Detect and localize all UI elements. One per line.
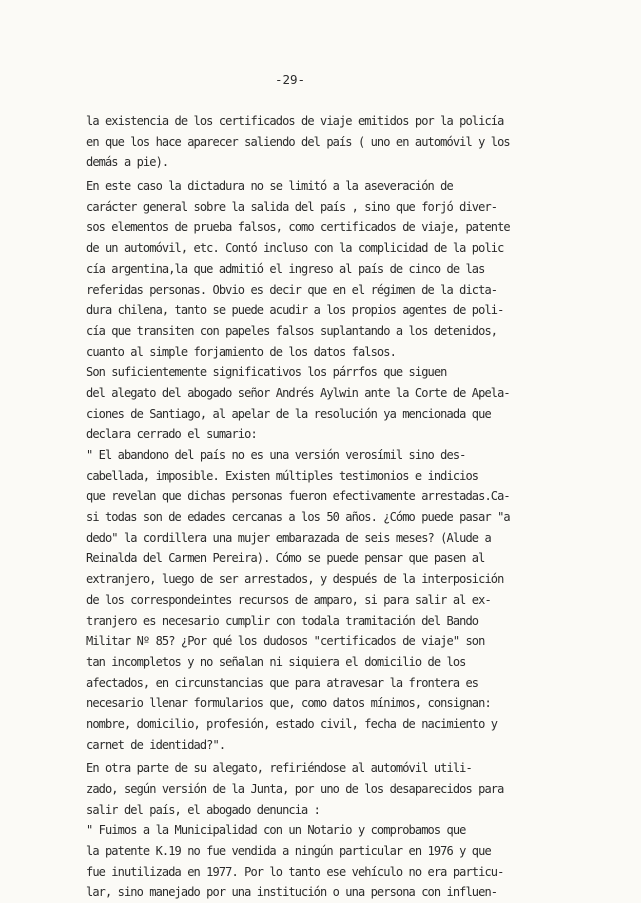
text-line: que revelan que dichas personas fueron efectivamente arrestadas.Ca- [86,489,510,504]
text-line: Reinalda del Carmen Pereira). Cómo se puede pensar que pasen al [86,551,485,566]
text-line: demás a pie). [86,155,169,170]
text-line: salir del país, el abogado denuncia : [86,802,321,817]
text-line: fue inutilizada en 1977. Por lo tanto ese vehículo no era particu- [86,864,504,879]
text-line: Son suficientemente significativos los párrfos que siguen [86,365,447,380]
text-line: de un automóvil, etc. Contó incluso con la complicidad de la polic [86,241,504,256]
text-line: carnet de identidad?". [86,737,226,752]
text-line: cuanto al simple forjamiento de los datos falsos. [86,344,396,359]
text-line: ciones de Santiago, al apelar de la resolución ya mencionada que [86,406,491,421]
text-line: del alegato del abogado señor Andrés Aylwin ante la Corte de Apela- [86,385,510,400]
text-line: dura chilena, tanto se puede acudir a los propios agentes de poli- [86,303,504,318]
text-line: tan incompletos y no señalan ni siquiera el domicilio de los [86,654,466,669]
text-line: la existencia de los certificados de viaje emitidos por la policía [86,114,504,128]
text-line: Militar Nº 85? ¿Por qué los dudosos "certificados de viaje" son [86,634,485,649]
text-line: dedo" la cordillera una mujer embarazada de seis meses? (Alude a [86,530,491,545]
text-line: de los correspondeintes recursos de amparo, si para salir al ex- [86,592,491,607]
text-line: lar, sino manejado por una institución o una persona con influen- [86,885,498,900]
text-line: afectados, en circunstancias que para atravesar la frontera es [86,675,479,690]
text-line: declara cerrado el sumario: [86,427,257,442]
text-line: referidas personas. Obvio es decir que en el régimen de la dicta- [86,282,498,297]
text-line: " Fuimos a la Municipalidad con un Notario y comprobamos que [86,823,466,838]
text-line: en que los hace aparecer saliendo del país ( uno en automóvil y los [86,134,510,149]
text-line: cabellada, imposible. Existen múltiples testimonios e indicios [86,468,479,483]
text-line: cía argentina,la que admitió el ingreso al país de cinco de las [86,261,485,276]
body-text [86,111,596,903]
text-line: sos elementos de prueba falsos, como certificados de viaje, patente [86,220,510,235]
text-line: En otra parte de su alegato, refiriéndose al automóvil utili- [86,761,472,776]
text-line: si todas son de edades cercanas a los 50 años. ¿Cómo puede pasar "a [86,510,510,525]
text-line: tranjero es necesario cumplir con todala tramitación del Bando [86,613,479,628]
text-line: En este caso la dictadura no se limitó a la aseveración de [86,179,453,194]
page-number: -29- [274,72,306,87]
text-line: la patente K.19 no fue vendida a ningún particular en 1976 y que [86,844,491,859]
text-line: nombre, domicilio, profesión, estado civil, fecha de nacimiento y [86,716,498,731]
text-line: carácter general sobre la salida del país , sino que forjó diver- [86,199,498,214]
text-line: necesario llenar formularios que, como datos mínimos, consignan: [86,696,491,711]
text-line: extranjero, luego de ser arrestados, y después de la interposición [86,572,504,587]
text-line: zado, según versión de la Junta, por uno de los desaparecidos para [86,782,504,796]
text-line: " El abandono del país no es una versión verosímil sino des- [86,448,466,462]
text-line: cía que transiten con papeles falsos suplantando a los detenidos, [86,323,498,338]
